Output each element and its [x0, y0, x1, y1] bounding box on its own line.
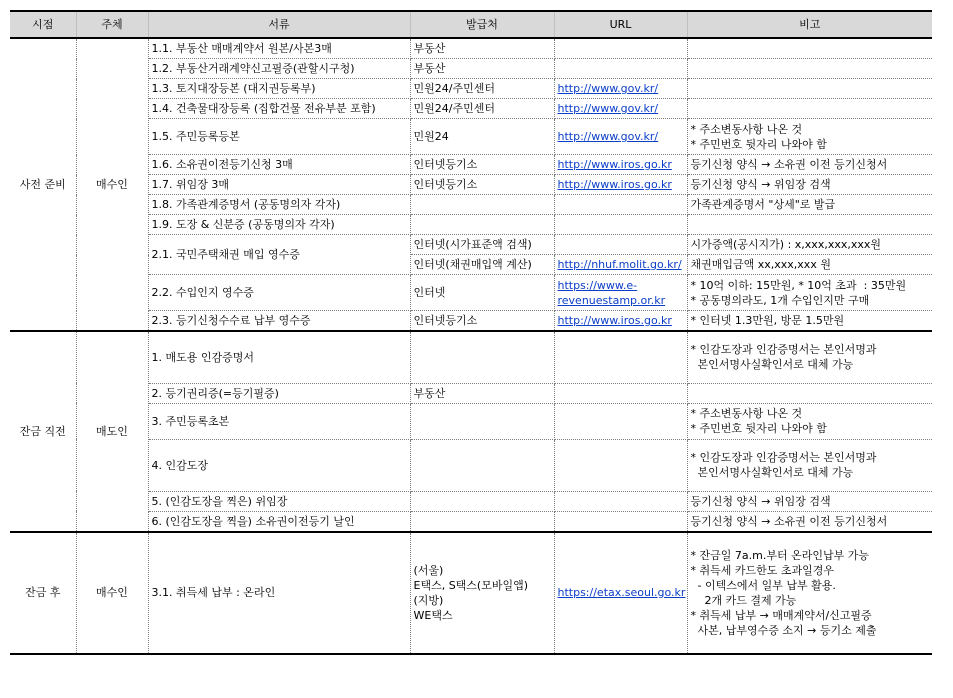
document-cell: 1.8. 가족관계증명서 (공동명의자 각자): [148, 195, 410, 215]
note-cell: [687, 215, 932, 235]
cell-line: 인터넷등기소: [413, 178, 478, 191]
note-cell: [687, 38, 932, 59]
table-row: [10, 311, 932, 332]
document-cell: 1. 매도용 인감증명서: [148, 331, 410, 383]
note-cell: [687, 383, 932, 403]
cell-line: 인터넷(시가표준액 검색): [413, 238, 532, 251]
table-row: [10, 383, 932, 403]
document-cell: 3. 주민등록초본: [148, 403, 410, 439]
table-row: [10, 275, 932, 311]
cell-line: 민원24/주민센터: [413, 102, 495, 115]
issuer-cell: [410, 99, 554, 119]
note-cell: [687, 403, 932, 439]
url-cell: [554, 383, 687, 403]
cell-line: http://www.iros.go.kr: [557, 178, 672, 191]
url-cell[interactable]: [554, 532, 687, 654]
note-cell: [687, 59, 932, 79]
cell-line: 등기신청 양식 → 소유권 이전 등기신청서: [690, 514, 888, 528]
issuer-cell: [410, 383, 554, 403]
timing-cell: 사전 준비: [10, 38, 76, 331]
cell-line: 민원24: [413, 130, 449, 143]
cell-line: * 공동명의라도, 1개 수입인지만 구매: [690, 293, 870, 307]
note-cell: [687, 235, 932, 255]
cell-line: https://etax.seoul.go.kr: [557, 586, 686, 599]
subject-cell: 매도인: [76, 331, 148, 532]
table-row: [10, 175, 932, 195]
table-row: [10, 532, 932, 654]
note-cell: [687, 331, 932, 383]
cell-line: 인터넷등기소: [413, 158, 478, 171]
cell-line: * 취득세 납부 → 매매계약서/신고필증: [690, 608, 872, 622]
note-cell: [687, 119, 932, 155]
url-cell: [554, 195, 687, 215]
url-cell[interactable]: [554, 99, 687, 119]
cell-line: WE택스: [413, 608, 453, 622]
header-note: 비고: [687, 11, 932, 38]
table-row: [10, 38, 932, 59]
table-row: [10, 195, 932, 215]
issuer-cell: [410, 439, 554, 491]
document-cell: 1.6. 소유권이전등기신청 3매: [148, 155, 410, 175]
url-cell: [554, 439, 687, 491]
cell-line: 부동산: [413, 386, 446, 400]
subject-cell: 매수인: [76, 38, 148, 331]
url-cell[interactable]: [554, 155, 687, 175]
document-cell: 2. 등기권리증(=등기필증): [148, 383, 410, 403]
header-document: 서류: [148, 11, 410, 38]
issuer-cell: [410, 79, 554, 99]
document-cell: 2.1. 국민주택채권 매입 영수증: [148, 235, 410, 275]
issuer-cell: [410, 195, 554, 215]
issuer-cell: [410, 331, 554, 383]
url-cell: [554, 403, 687, 439]
url-cell: [554, 491, 687, 511]
issuer-cell: [410, 532, 554, 654]
issuer-cell: [410, 215, 554, 235]
table-row: [10, 215, 932, 235]
cell-line: (서울): [413, 563, 444, 577]
issuer-cell: [410, 38, 554, 59]
cell-line: 가족관계증명서 "상세"로 발급: [690, 198, 836, 211]
cell-line: 시가증액(공시지가) : x,xxx,xxx,xxx원: [690, 238, 882, 251]
table-row: [10, 119, 932, 155]
document-cell: 2.3. 등기신청수수료 납부 영수증: [148, 311, 410, 332]
table-row: [10, 331, 932, 383]
document-cell: 1.4. 건축물대장등록 (집합건물 전유부분 포함): [148, 99, 410, 119]
cell-line: * 취득세 카드한도 초과일경우: [690, 563, 835, 577]
url-cell: [554, 235, 687, 255]
cell-line: 등기신청 양식 → 위임장 검색: [690, 178, 831, 191]
issuer-cell: [410, 403, 554, 439]
document-cell: 1.5. 주민등록등본: [148, 119, 410, 155]
cell-line: 부동산: [413, 42, 446, 55]
cell-line: 인터넷: [413, 286, 446, 299]
header-subject: 주체: [76, 11, 148, 38]
url-cell[interactable]: [554, 255, 687, 275]
cell-line: * 인감도장과 인감증명서는 본인서명과: [690, 451, 877, 464]
note-cell: [687, 532, 932, 654]
issuer-cell: [410, 235, 554, 255]
note-cell: [687, 491, 932, 511]
url-cell[interactable]: [554, 175, 687, 195]
url-cell: [554, 511, 687, 532]
cell-line: http://www.gov.kr/: [557, 130, 659, 143]
issuer-cell: [410, 311, 554, 332]
table-row: [10, 99, 932, 119]
note-cell: [687, 439, 932, 491]
cell-line: - 이텍스에서 일부 납부 활용.: [690, 578, 836, 592]
cell-line: * 주민번호 뒷자리 나와야 함: [690, 137, 827, 151]
issuer-cell: [410, 155, 554, 175]
cell-line: http://www.gov.kr/: [557, 82, 659, 95]
cell-line: * 주소변동사항 나온 것: [690, 122, 803, 136]
header-url: URL: [554, 11, 687, 38]
table-row: [10, 511, 932, 532]
cell-line: http://www.iros.go.kr: [557, 314, 672, 327]
cell-line: 민원24/주민센터: [413, 82, 495, 95]
timing-cell: 잔금 후: [10, 532, 76, 654]
cell-line: http://www.gov.kr/: [557, 102, 659, 115]
cell-line: https://www.e-: [557, 278, 638, 292]
cell-line: * 인감도장과 인감증명서는 본인서명과: [690, 343, 877, 357]
table-row: [10, 403, 932, 439]
document-cell: 1.1. 부동산 매매계약서 원본/사본3매: [148, 38, 410, 59]
note-cell: [687, 155, 932, 175]
note-cell: [687, 255, 932, 275]
url-cell[interactable]: [554, 119, 687, 155]
issuer-cell: [410, 175, 554, 195]
issuer-cell: [410, 491, 554, 511]
real-estate-document-checklist-table: [10, 10, 932, 655]
note-cell: [687, 175, 932, 195]
cell-line: E택스, S택스(모바일앱): [413, 578, 529, 592]
cell-line: * 주민번호 뒷자리 나와야 함: [690, 422, 827, 435]
header-row: [10, 11, 932, 38]
checklist-table-wrapper: [10, 10, 932, 655]
table-row: [10, 59, 932, 79]
cell-line: 본인서명사실확인서로 대체 가능: [690, 466, 854, 479]
cell-line: 사본, 납부영수증 소지 → 등기소 제출: [690, 623, 877, 637]
timing-cell: 잔금 직전: [10, 331, 76, 532]
document-cell: 1.9. 도장 & 신분증 (공동명의자 각자): [148, 215, 410, 235]
cell-line: 본인서명사실확인서로 대체 가능: [690, 358, 854, 372]
note-cell: [687, 99, 932, 119]
document-cell: 1.3. 토지대장등본 (대지권등록부): [148, 79, 410, 99]
cell-line: 인터넷등기소: [413, 314, 478, 327]
note-cell: [687, 79, 932, 99]
header-issuer: 발급처: [410, 11, 554, 38]
cell-line: http://nhuf.molit.go.kr/: [557, 258, 682, 271]
url-cell: [554, 59, 687, 79]
cell-line: (지방): [413, 593, 444, 607]
document-cell: 2.2. 수입인지 영수증: [148, 275, 410, 311]
document-cell: 3.1. 취득세 납부 : 온라인: [148, 532, 410, 654]
cell-line: * 잔금일 7a.m.부터 온라인납부 가능: [690, 548, 869, 562]
cell-line: 채권매입금액 xx,xxx,xxx 원: [690, 258, 831, 271]
table-row: [10, 439, 932, 491]
note-cell: [687, 275, 932, 311]
note-cell: [687, 195, 932, 215]
issuer-cell: [410, 59, 554, 79]
cell-line: * 10억 이하: 15만원, * 10억 초과 : 35만원: [690, 278, 907, 292]
url-cell: [554, 331, 687, 383]
table-row: [10, 491, 932, 511]
table-row: [10, 79, 932, 99]
cell-line: http://www.iros.go.kr: [557, 158, 672, 171]
note-cell: [687, 311, 932, 332]
subject-cell: 매수인: [76, 532, 148, 654]
document-cell: 6. (인감도장을 찍을) 소유권이전등기 날인: [148, 511, 410, 532]
url-cell: [554, 215, 687, 235]
cell-line: 등기신청 양식 → 위임장 검색: [690, 494, 831, 508]
url-cell[interactable]: [554, 311, 687, 332]
header-timing: 시점: [10, 11, 76, 38]
issuer-cell: [410, 511, 554, 532]
cell-line: 부동산: [413, 62, 446, 75]
url-cell[interactable]: [554, 275, 687, 311]
cell-line: revenuestamp.or.kr: [557, 293, 666, 307]
issuer-cell: [410, 255, 554, 275]
issuer-cell: [410, 275, 554, 311]
url-cell: [554, 38, 687, 59]
document-cell: 5. (인감도장을 찍은) 위임장: [148, 491, 410, 511]
cell-line: 등기신청 양식 → 소유권 이전 등기신청서: [690, 158, 888, 171]
cell-line: * 주소변동사항 나온 것: [690, 407, 803, 420]
issuer-cell: [410, 119, 554, 155]
document-cell: 4. 인감도장: [148, 439, 410, 491]
note-cell: [687, 511, 932, 532]
table-row: [10, 155, 932, 175]
url-cell[interactable]: [554, 79, 687, 99]
table-row: [10, 235, 932, 255]
document-cell: 1.7. 위임장 3매: [148, 175, 410, 195]
cell-line: 인터넷(채권매입액 계산): [413, 258, 532, 271]
cell-line: 2개 카드 결제 가능: [690, 593, 797, 607]
cell-line: * 인터넷 1.3만원, 방문 1.5만원: [690, 314, 845, 327]
document-cell: 1.2. 부동산거래계약신고필증(관할시구청): [148, 59, 410, 79]
